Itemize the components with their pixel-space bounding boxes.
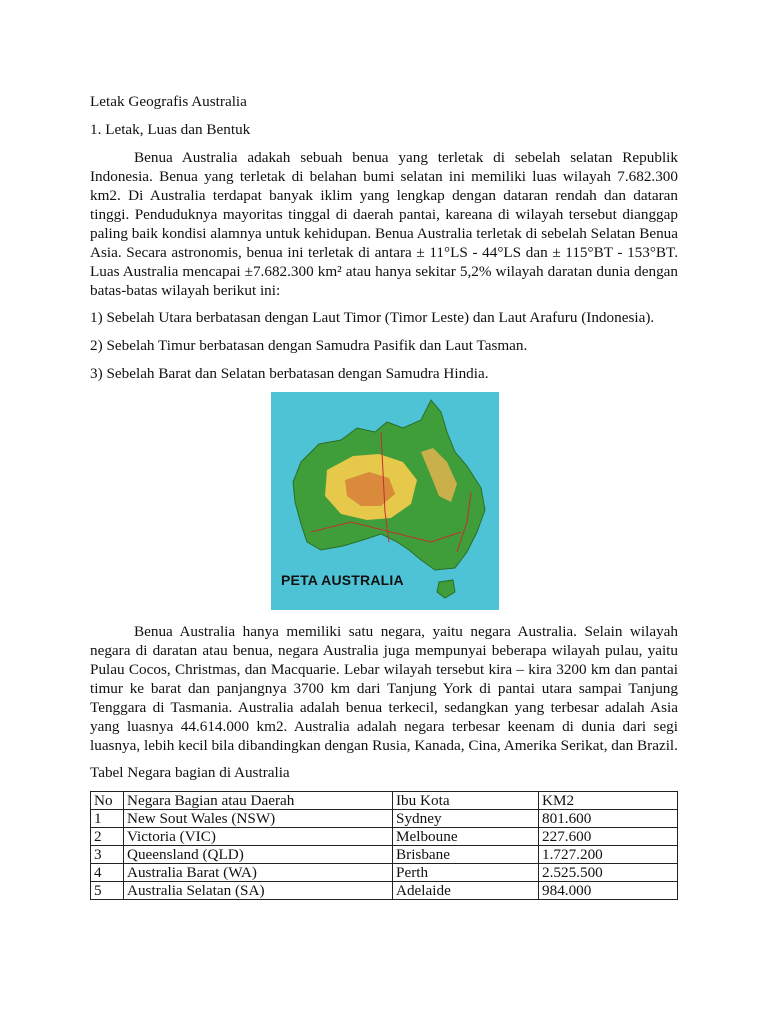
table-row — [91, 828, 678, 846]
header-no: No — [91, 792, 124, 810]
cell-area: 227.600 — [539, 828, 678, 846]
table-row — [91, 864, 678, 882]
table-row — [91, 882, 678, 900]
table-header-row — [91, 792, 678, 810]
cell-state: Australia Selatan (SA) — [124, 882, 393, 900]
cell-area: 801.600 — [539, 810, 678, 828]
paragraph-intro: Benua Australia adakah sebuah benua yang terletak di sebelah selatan Republik Indonesia. Benua yang terletak di belahan bumi selatan ini memiliki luas wilayah 7.682.300 km2. Di Australia terdapat banyak iklim yang lengkap dengan dataran rendah dan dataran tinggi. Penduduknya mayoritas tinggal di daerah pantai, kareana di wilayah tersebut dianggap paling baik kondisi alamnya untuk kehidupan. Benua Australia terletak di sebelah Selatan Benua Asia. Secara astronomis, benua ini terletak di antara ± 11°LS - 44°LS dan ± 115°BT - 153°BT. Luas Australia mencapai ±7.682.300 km² atau hanya sekitar 5,2% wilayah daratan dunia dengan batas-batas wilayah berikut ini: — [90, 149, 678, 299]
australia-map — [271, 392, 499, 610]
cell-state: Queensland (QLD) — [124, 846, 393, 864]
header-capital: Ibu Kota — [393, 792, 539, 810]
border-item-north: 1) Sebelah Utara berbatasan dengan Laut Timor (Timor Leste) dan Laut Arafuru (Indonesia). — [90, 309, 655, 326]
section-heading: 1. Letak, Luas dan Bentuk — [90, 121, 251, 138]
cell-capital: Melboune — [393, 828, 539, 846]
document-title: Letak Geografis Australia — [90, 93, 247, 110]
cell-capital: Sydney — [393, 810, 539, 828]
cell-no: 2 — [91, 828, 124, 846]
cell-area: 1.727.200 — [539, 846, 678, 864]
cell-area: 2.525.500 — [539, 864, 678, 882]
cell-state: Victoria (VIC) — [124, 828, 393, 846]
header-area: KM2 — [539, 792, 678, 810]
map-label: PETA AUSTRALIA — [281, 572, 404, 588]
border-item-west-south: 3) Sebelah Barat dan Selatan berbatasan dengan Samudra Hindia. — [90, 365, 489, 382]
cell-state: New Sout Wales (NSW) — [124, 810, 393, 828]
cell-state: Australia Barat (WA) — [124, 864, 393, 882]
cell-capital: Brisbane — [393, 846, 539, 864]
cell-no: 4 — [91, 864, 124, 882]
document-content — [90, 92, 678, 900]
cell-no: 1 — [91, 810, 124, 828]
cell-area: 984.000 — [539, 882, 678, 900]
table-row — [91, 810, 678, 828]
border-item-east: 2) Sebelah Timur berbatasan dengan Samudra Pasifik dan Laut Tasman. — [90, 337, 528, 354]
cell-capital: Adelaide — [393, 882, 539, 900]
table-row — [91, 846, 678, 864]
table-caption: Tabel Negara bagian di Australia — [90, 764, 290, 781]
cell-capital: Perth — [393, 864, 539, 882]
paragraph-country: Benua Australia hanya memiliki satu negara, yaitu negara Australia. Selain wilayah negara di daratan atau benua, negara Australia juga mempunyai beberapa wilayah pulau, yaitu Pulau Cocos, Christmas, dan Macquarie. Lebar wilayah tersebut kira – kira 3200 km dan pantai timur ke barat dan panjangnya 3700 km dari Tanjung York di pantai utara sampai Tanjung Tenggara di Tasmania. Australia adalah benua terkecil, sedangkan yang terbesar adalah Asia yang luasnya 44.614.000 km2. Australia adalah negara terbesar keenam di dunia dari segi luasnya, lebih kecil bila dibandingkan dengan Rusia, Kanada, Cina, Amerika Serikat, dan Brazil. — [90, 623, 678, 754]
states-table — [90, 791, 678, 900]
header-state: Negara Bagian atau Daerah — [124, 792, 393, 810]
cell-no: 5 — [91, 882, 124, 900]
cell-no: 3 — [91, 846, 124, 864]
